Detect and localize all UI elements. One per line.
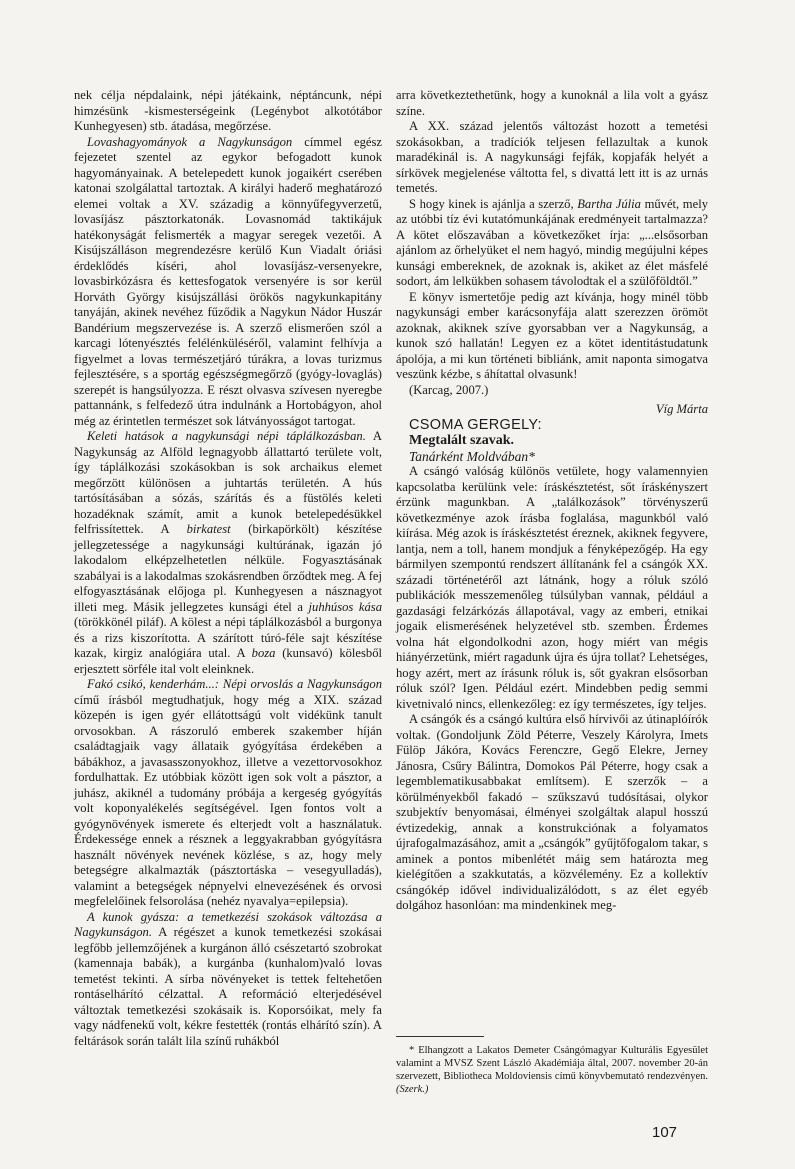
article-author: CSOMA GERGELY: — [409, 416, 542, 433]
paragraph: A XX. század jelentős változást hozott a temetési szokásokban, a tradíciók teljesen fellazultak a kunok maradékinál is. A nagykunsági fejfák, kopjafák helyét a sírkövek megjelenése váltotta fel, s divattá lett itt is az urnás temetés. — [396, 119, 708, 195]
article-title: Megtalált szavak. — [409, 433, 514, 448]
paragraph: A csángók és a csángó kultúra első hírvivői az útinaplóírók voltak. (Gondoljunk Zöld Péterre, Veszely Károlyra, Imets Fülöp Jákóra, Kovács Ferenczre, Gegő Elekre, Jerney Jánosra, Csűry Bálintra, Domokos Pál Péterre, hogy csak a legemblematikusabbakat említsem). E szerzők – a körülményekből fakadó – szűkszavú tudósításai, olykor szubjektív benyomásai, élményei szolgáltak alapul hosszú évtizedekig, annak a konstrukciónak a folyamatos újrafogalmazásához, amit a „csángók” gyűjtőfogalom takar, s aminek a pontos mibenlétét máig sem határozta meg kielégítően a szakkutatás, a közvélemény. Ez a kollektív csángókép idővel individualizálódott, s az élet egyéb dolgához hasonlóan: ma mindenkinek meg- — [396, 712, 708, 912]
footnote-divider — [396, 1036, 484, 1037]
date-line: (Karcag, 2007.) — [409, 382, 489, 397]
section-title: Keleti hatások a nagykunsági népi táplálkozásban. — [87, 429, 366, 443]
paragraph: Fakó csikó, kenderhám...: Népi orvoslás a Nagykunságon című írásból megtudhatjuk, hogy még a XIX. század közepén is igen gyér ellátottságú volt vidékünk tanult orvosokban. A rászoruló emberek szakember híján családtagjaik vagy állataik gyógyítása érdekében a bábákhoz, a javasasszonyokhoz, illetve a vezettorvosokhoz fordulhattak. Ez utóbbiak között igen sok volt a pásztor, a juhász, akiknél a tudomány próbája a kergeség gyógyítás volt koponyalékelés segítségével. Igen fontos volt a gyógynövények ismerete és elterjedt volt a használatuk. Érdekessége ennek a résznek a leggyakrabban gyógyításra használt növények nevének közlése, s az, hogy mely betegségre alkalmazták (pásztortáska – vesegyulladás), valamint a betegségek népnyelvi elnevezésének és orvosi megfelelőinek felsorolása (nehéz nyavalya=epilepsia). — [74, 677, 382, 908]
paragraph: E könyv ismertetője pedig azt kívánja, hogy minél több nagykunsági ember karácsonyfája alatt szerezzen örömöt azoknak, akiknek szíve gyorsabban ver a Nagykunság, a kunok szó hallatán! Legyen ez a kötet identitástudatunk ápolója, a mi kun történeti bibliánk, amit naponta simogatva veszünk kézbe, s áhítattal olvasunk! — [396, 289, 708, 381]
paragraph: A csángó valóság különös vetülete, hogy valamennyien kapcsolatba kerülünk vele: íráskésztetést, sőt íráskényszert érzünk magunkban. A „találkozások” törvényszerű következménye azok írásba foglalása, magunkból való kiírása. Még azok is íráskésztetést éreznek, akiknek fegyvere, lantja, nem a toll, hanem mondjuk a fényképezőgép. Ha egy bármilyen szempontú rendszert állítanánk fel a csángók XX. századi történetéről azt látnánk, hogy a róluk szóló publikációk messzemenőleg túlsúlyban vannak, például a gazdasági felzárkózás állapotával, vagy az emberi, etnikai jogaik elismerésének helyzetével stb. szemben. Érdemes volna hát elgondolkodni azon, hogy miért van mégis hiányérzetünk, miért ragadunk újra és újra tollat? Lehetséges, hogy azért, mert az írásunk róluk is, sőt gyakran elsősorban róluk szól? Igen. Például ezért. Mindebben pedig semmi kivetnivaló nincs, ellenkezőleg: ez így természetes, így teljes. — [396, 464, 708, 711]
paragraph: Keleti hatások a nagykunsági népi táplálkozásban. A Nagykunság az Alföld legnagyobb állattartó területe volt, így táplálkozási szokásokban is sok archaikus elemet megőrzött különösen a juhtartás területén. A hús tartósításában a sózás, szárítás és a füstölés keleti hozadéknak számít, amit a kunok betelepedésükkel felfrissítettek. A birkatest (birkapörkölt) készítése jellegzetessége a nagykunsági kultúrának, igazán jó lakodalom elképzelhetetlen nélküle. Fogyasztásának szabályai is a lakodalmas szokásrendben őrződtek meg. A fej elfogyasztásának előjoga pl. Kunhegyesen a násznagyot illeti meg. Másik jellegzetes kunsági étel a juhhúsos kása (törökkönél piláf). A kölest a népi táplálkozásból a burgonya és a rizs kiszorította. A szárított túró-féle sajt készítése kazak, kirgiz analógiára utal. A boza (kunsavó) kölesből erjesztett sörféle ital volt eleinknek. — [74, 429, 382, 676]
paragraph: nek célja népdalaink, népi játékaink, néptáncunk, népi himzésünk -kismesterségeink (Legénybot alkotótábor Kunhegyesen) stb. átadása, megőrzése. — [74, 88, 382, 133]
reviewer-signature: Víg Márta — [655, 402, 708, 416]
paragraph: Lovashagyományok a Nagykunságon címmel egész fejezetet szentel az egykor befogadott kunok hagyományainak. A betelepedett kunok jogaikért cserében katonai szolgálattal tartoztak. A királyi haderő meghatározó elemei voltak a XV. századig a könnyűfegyverzetű, lovasíjász pásztorkatonák. Lovasnomád taktikájuk hatékonyságát felismerték a magyar seregek vezetői. A Kisújszálláson megrendezésre kerülő Kun Viadalt óriási érdeklődés kíséri, ahol lovasíjász-versenyekre, lovasbirkózásra és kettesfogatok versenyére is sor kerül Horváth György kisújszállási örökös nagykunkapitány tanyáján, akinek nevéhez fűződik a Nagykun Nádor Huszár Bandérium megszervezése is. A szerző elismerően szól a karcagi lótenyésztés felélénküléséről, valamint felhívja a figyelmet a lovas természetjáró túrákra, a lovas turizmus fejlesztésére, s a sportág egészségmegőrző (gyógy-lovaglás) szerepét is hangsúlyozza. E részt olvasva szívesen nyeregbe pattannánk, s felfedező útra indulnánk a Hortobágyon, ahol még az érintetlen természet sok látványosságot tartogat. — [74, 134, 382, 428]
right-column — [396, 88, 708, 914]
left-column — [74, 88, 382, 1049]
paragraph: S hogy kinek is ajánlja a szerző, Bartha Júlia művét, mely az utóbbi tíz évi kutatómunkájának eredményeit tartalmazza? A kötet előszavában a következőket írja: „...elsősorban ajánlom az őrhelyüket el nem hagyó, mindig megújulni képes kunsági embereknek, de azoknak is, akiket az élet másfelé sodort, ám lelkükben sohasem távolodtak el a szülőföldtől.” — [396, 196, 708, 288]
section-title: A kunok gyásza: a temetkezési szokások változása a Nagykunságon. — [74, 909, 382, 939]
footnote: * Elhangzott a Lakatos Demeter Csángómagyar Kulturális Egyesület valamint a MVSZ Szent László Akadémiája által, 2007. november 20-án szervezett, Bibliotheca Moldoviensis című könyvbemutató rendezvényen. (Szerk.) — [396, 1045, 708, 1095]
page-number: 107 — [652, 1124, 678, 1141]
section-title: Fakó csikó, kenderhám...: Népi orvoslás a Nagykunságon — [87, 677, 382, 691]
article-subtitle: Tanárként Moldvában* — [409, 448, 535, 464]
paragraph: A kunok gyásza: a temetkezési szokások változása a Nagykunságon. A régészet a kunok temetkezési szokásai legfőbb jellemzőjének a kurgánon álló csészetartó szobrokat (kamennaja babák), a kurgánba (kunhalom)való lovas temetést tekinti. A sírba növényeket is tettek feltehetően rontáselhárító célzattal. A reformáció elterjedésével változtak temetkezési szokásaik is. Koporsóikat, mely fa vagy nádfenekű volt, kékre festették (rontás elhárító szín). A feltárások során talált lila színű ruhákból — [74, 909, 382, 1048]
paragraph: arra következtethetünk, hogy a kunoknál a lila volt a gyász színe. — [396, 88, 708, 118]
section-title: Lovashagyományok a Nagykunságon — [87, 134, 293, 149]
